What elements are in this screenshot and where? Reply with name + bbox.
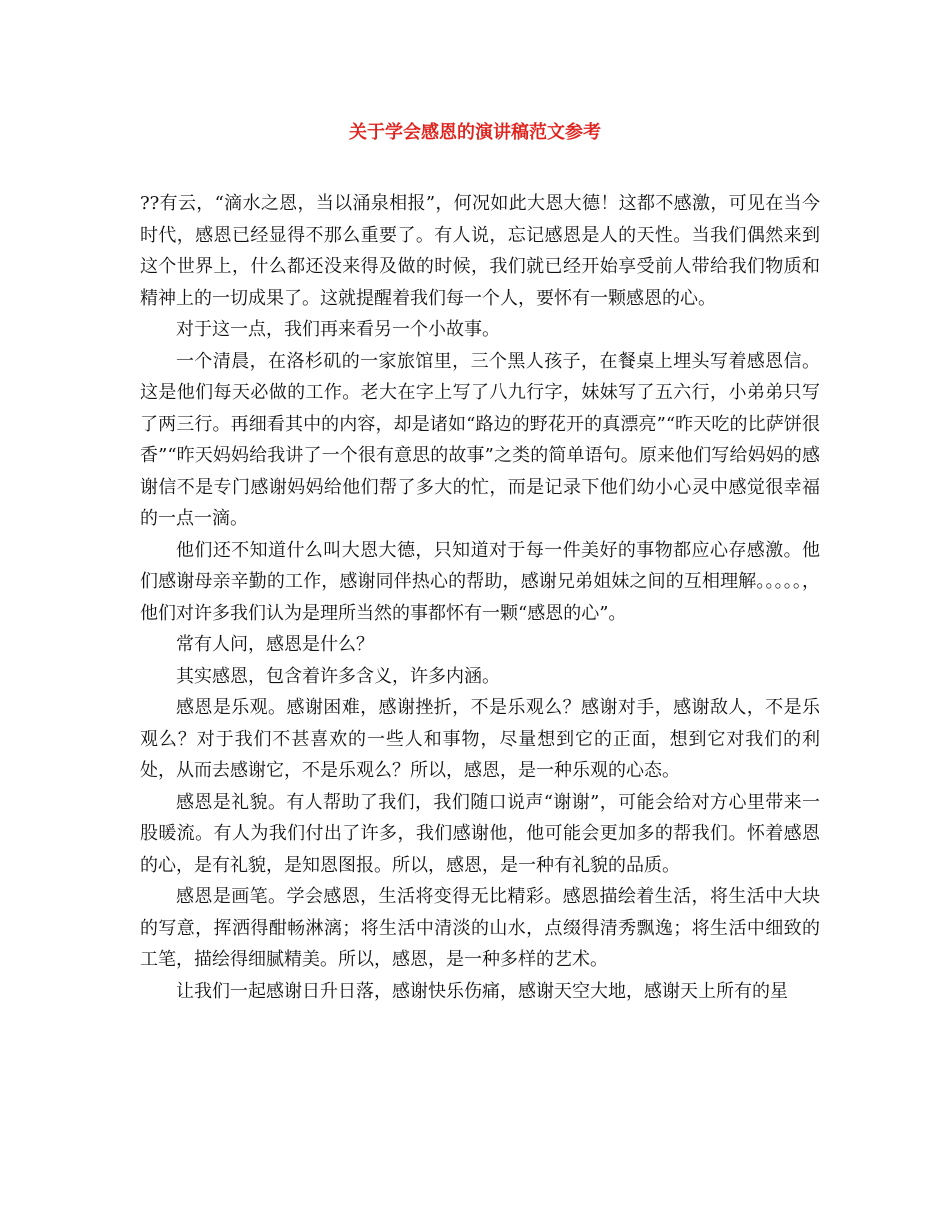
paragraph-5: 常有人问，感恩是什么？ xyxy=(176,634,374,655)
paragraph-10: 让我们一起感谢日升日落，感谢快乐伤痛，感谢天空大地，感谢天上所有的星 xyxy=(176,980,788,1002)
paragraph-2: 对于这一点，我们再来看另一个小故事。 xyxy=(176,319,500,340)
paragraph-9: 感恩是画笔。学会感恩，生活将变得无比精彩。感恩描绘着生活，将生活中大块的写意，挥洒得酣畅淋漓；将生活中清淡的山水，点缀得清秀飘逸；将生活中细致的工笔，描绘得细腻精美。所以，感恩，是一种多样的艺术。 xyxy=(140,886,820,970)
paragraph-7: 感恩是乐观。感谢困难，感谢挫折，不是乐观么？感谢对手，感谢敌人，不是乐观么？对于我们不甚喜欢的一些人和事物，尽量想到它的正面，想到它对我们的利处，从而去感谢它，不是乐观么？所以，感恩，是一种乐观的心态。 xyxy=(140,697,820,781)
paragraph-1: ??有云，“滴水之恩，当以涌泉相报”，何况如此大恩大德！这都不感激，可见在当今时代，感恩已经显得不那么重要了。有人说，忘记感恩是人的天性。当我们偶然来到这个世界上，什么都还没来得及做的时候，我们就已经开始享受前人带给我们物质和精神上的一切成果了。这就提醒着我们每一个人，要怀有一颗感恩的心。 xyxy=(140,193,820,309)
paragraph-4: 他们还不知道什么叫大恩大德，只知道对于每一件美好的事物都应心存感激。他们感谢母亲辛勤的工作，感谢同伴热心的帮助，感谢兄弟姐妹之间的互相理解。。。。。，他们对许多我们认为是理所当然的事都怀有一颗“感恩的心”。 xyxy=(140,539,820,624)
document-body xyxy=(140,188,820,1007)
paragraph-6: 其实感恩，包含着许多含义，许多内涵。 xyxy=(176,665,500,687)
paragraph-3: 一个清晨，在洛杉矶的一家旅馆里，三个黑人孩子，在餐桌上埋头写着感恩信。这是他们每天必做的工作。老大在字上写了八九行字，妹妹写了五六行，小弟弟只写了两三行。再细看其中的内容，却是诸如“路边的野花开的真漂亮”“昨天吃的比萨饼很香”“昨天妈妈给我讲了一个很有意思的故事”之类的简单语句。原来他们写给妈妈的感谢信不是专门感谢妈妈给他们帮了多大的忙，而是记录下他们幼小心灵中感觉很幸福的一点一滴。 xyxy=(140,350,820,529)
document-title: 关于学会感恩的演讲稿范文参考 xyxy=(349,122,601,143)
paragraph-8: 感恩是礼貌。有人帮助了我们，我们随口说声“谢谢”，可能会给对方心里带来一股暖流。有人为我们付出了许多，我们感谢他，他可能会更加多的帮我们。怀着感恩的心，是有礼貌，是知恩图报。所以，感恩，是一种有礼貌的品质。 xyxy=(140,791,820,876)
